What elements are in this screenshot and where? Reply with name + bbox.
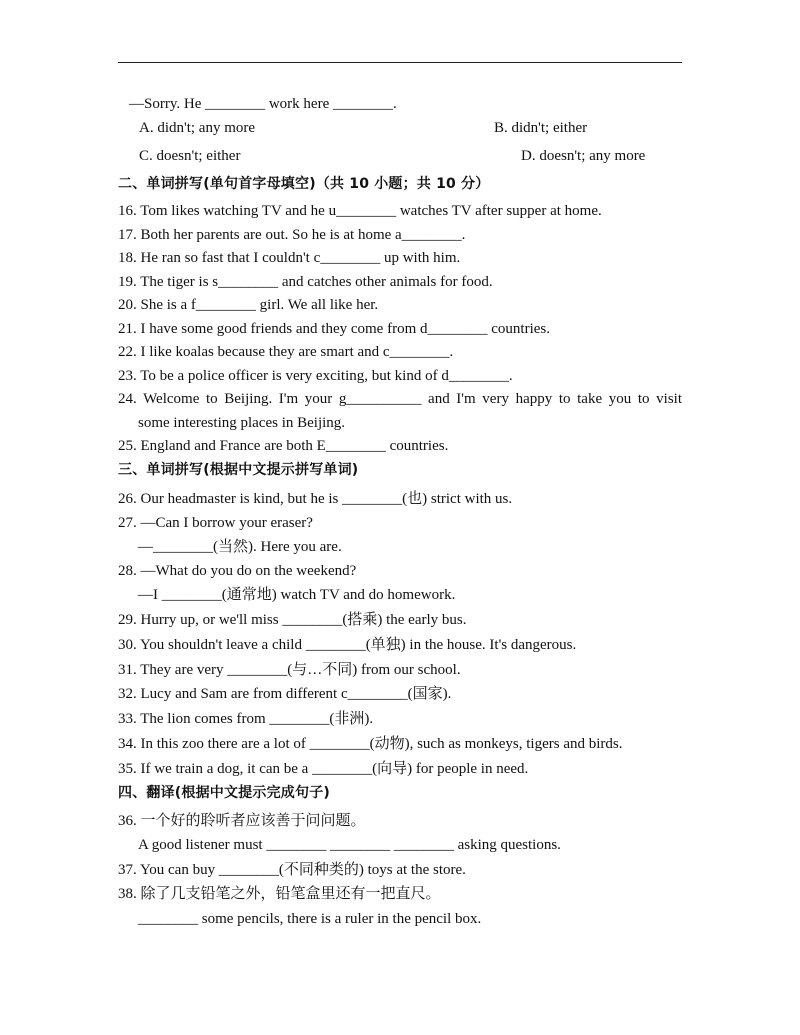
question-27: 27. —Can I borrow your eraser? xyxy=(118,515,313,531)
question-32: 32. Lucy and Sam are from different c________(国家). xyxy=(118,686,452,702)
question-18: 18. He ran so fast that I couldn't c________ up with him. xyxy=(118,250,461,266)
section4-heading: 四、翻译(根据中文提示完成句子) xyxy=(118,785,330,801)
question-37: 37. You can buy ________(不同种类的) toys at the store. xyxy=(118,862,466,878)
question-21: 21. I have some good friends and they come from d________ countries. xyxy=(118,321,550,337)
question-36-answer: A good listener must ________ ________ ________ asking questions. xyxy=(138,837,561,853)
question-33: 33. The lion comes from ________(非洲). xyxy=(118,711,374,727)
question-36: 36. 一个好的聆听者应该善于问问题。 xyxy=(118,813,366,829)
question-19: 19. The tiger is s________ and catches other animals for food. xyxy=(118,274,493,290)
q15-stem: —Sorry. He ________ work here ________. xyxy=(129,96,397,112)
question-17: 17. Both her parents are out. So he is at home a________. xyxy=(118,227,466,243)
q15-option-a: A. didn't; any more xyxy=(139,120,256,136)
q15-option-c: C. doesn't; either xyxy=(139,148,241,164)
question-31: 31. They are very ________(与…不同) from our school. xyxy=(118,662,461,678)
q15-option-d: D. doesn't; any more xyxy=(521,148,646,164)
section3-heading: 三、单词拼写(根据中文提示拼写单词) xyxy=(118,462,359,478)
question-27-answer: —________(当然). Here you are. xyxy=(138,539,342,555)
question-38-answer: ________ some pencils, there is a ruler in the pencil box. xyxy=(138,911,482,927)
question-24-continued: some interesting places in Beijing. xyxy=(138,415,346,431)
question-35: 35. If we train a dog, it can be a ________(向导) for people in need. xyxy=(118,761,529,777)
question-30: 30. You shouldn't leave a child ________(单独) in the house. It's dangerous. xyxy=(118,637,577,653)
question-26: 26. Our headmaster is kind, but he is ________(也) strict with us. xyxy=(118,491,513,507)
question-20: 20. She is a f________ girl. We all like her. xyxy=(118,297,379,313)
section2-heading: 二、单词拼写(单句首字母填空)（共 10 小题；共 10 分） xyxy=(118,176,490,192)
question-29: 29. Hurry up, or we'll miss ________(搭乘) the early bus. xyxy=(118,612,467,628)
question-28: 28. —What do you do on the weekend? xyxy=(118,563,357,579)
question-28-answer: —I ________(通常地) watch TV and do homework. xyxy=(138,587,456,603)
question-38: 38. 除了几支铅笔之外，铅笔盒里还有一把直尺。 xyxy=(118,886,441,902)
question-34: 34. In this zoo there are a lot of ________(动物), such as monkeys, tigers and birds. xyxy=(118,736,623,752)
question-24: 24. Welcome to Beijing. I'm your g__________ and I'm very happy to take you to visit xyxy=(118,391,682,407)
question-25: 25. England and France are both E________ countries. xyxy=(118,438,449,454)
question-16: 16. Tom likes watching TV and he u________ watches TV after supper at home. xyxy=(118,203,602,219)
question-23: 23. To be a police officer is very exciting, but kind of d________. xyxy=(118,368,513,384)
q15-option-b: B. didn't; either xyxy=(494,120,588,136)
header-rule xyxy=(118,62,682,63)
question-22: 22. I like koalas because they are smart and c________. xyxy=(118,344,454,360)
